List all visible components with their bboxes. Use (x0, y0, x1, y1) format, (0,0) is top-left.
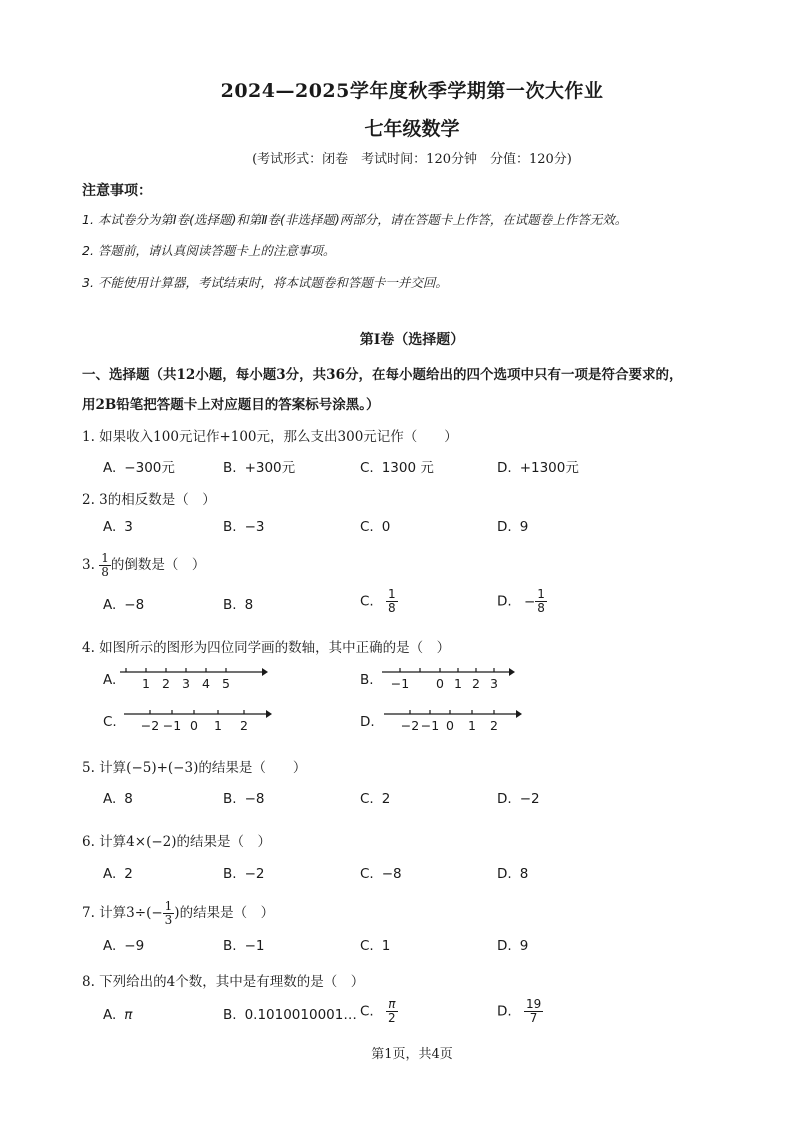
question-6-option-a: A. 2 (103, 866, 133, 882)
question-2-option-d: D. 9 (497, 519, 529, 535)
question-1-option-b: B. +300元 (223, 460, 296, 476)
question-1-option-c: C. 1300 元 (360, 460, 434, 476)
page-footer: 第1页，共4页 (371, 1047, 453, 1062)
axis-tick-label: 1 (214, 718, 222, 733)
question-6-option-c: C. −8 (360, 866, 402, 882)
axis-tick-label: 5 (222, 676, 230, 691)
axis-tick-label: 3 (490, 676, 498, 691)
notice-item: 2. 答题前，请认真阅读答题卡上的注意事项。 (82, 243, 336, 258)
question-5-option-b: B. −8 (223, 791, 265, 807)
exam-title: 2024—2025学年度秋季学期第一次大作业 (220, 80, 604, 102)
axis-tick-label: −2 (140, 718, 160, 733)
axis-tick-label: 1 (142, 676, 150, 691)
question-3-option-a: A. −8 (103, 597, 145, 613)
question-3-option-d: D. − $\frac{1}{8}$ (497, 587, 545, 615)
question-8-stem: 8. 下列给出的4个数，其中是有理数的是（ ） (82, 974, 365, 990)
question-3-option-c: C. $\frac{1}{8}$ (360, 587, 396, 615)
axis-tick-label: 3 (182, 676, 190, 691)
axis-tick-label: 0 (190, 718, 198, 733)
question-4-option-d-label: D. (360, 714, 375, 730)
question-2-option-c: C. 0 (360, 519, 391, 535)
question-4-number-line-d (382, 706, 522, 736)
fraction: $\frac{1}{8}$ (537, 587, 545, 615)
notice-item: 1. 本试卷分为第Ⅰ卷(选择题)和第Ⅱ卷(非选择题)两部分，请在答题卡上作答，在试题卷上作答无效。 (82, 212, 628, 227)
question-4-option-a-label: A. (103, 672, 117, 688)
question-5-option-a: A. 8 (103, 791, 133, 807)
notice-item: 3. 不能使用计算器，考试结束时，将本试题卷和答题卡一并交回。 (82, 275, 448, 290)
question-7-option-a: A. −9 (103, 938, 145, 954)
question-1-option-d: D. +1300元 (497, 460, 579, 476)
axis-arrow (266, 710, 272, 718)
question-4-stem: 4. 如图所示的图形为四位同学画的数轴，其中正确的是（ ） (82, 640, 451, 656)
question-4-number-line-a (118, 664, 268, 694)
question-8-option-c: C. $\frac{\pi}{2}$ (360, 997, 396, 1025)
question-8-option-b: B. 0.1010010001… (223, 1007, 357, 1023)
axis-tick-label: 2 (472, 676, 480, 691)
question-3-stem: 3. $\frac{1}{8}$ 的倒数是（ ） (82, 551, 206, 579)
axis-tick-label: 2 (162, 676, 170, 691)
question-6-option-d: D. 8 (497, 866, 529, 882)
exam-subject: 七年级数学 (364, 118, 460, 140)
question-6-option-b: B. −2 (223, 866, 265, 882)
question-1-stem: 1. 如果收入100元记作+100元，那么支出300元记作（ ） (82, 429, 458, 445)
question-5-option-c: C. 2 (360, 791, 391, 807)
question-6-stem: 6. 计算4×(−2)的结果是（ ） (82, 834, 272, 850)
axis-tick-label: −1 (162, 718, 182, 733)
notice-heading: 注意事项： (82, 183, 152, 199)
question-4-option-b-label: B. (360, 672, 374, 688)
part-title: 第Ⅰ卷（选择题） (359, 332, 465, 348)
fraction: $\frac{\pi}{2}$ (388, 997, 396, 1025)
question-8-option-a: A. π (103, 1007, 133, 1023)
question-4-number-line-c (122, 706, 272, 736)
axis-tick-label: −1 (420, 718, 440, 733)
axis-arrow (509, 668, 515, 676)
fraction: $\frac{1}{8}$ (388, 587, 396, 615)
axis-tick-label: 2 (240, 718, 248, 733)
axis-tick-label: 4 (202, 676, 210, 691)
question-7-option-b: B. −1 (223, 938, 265, 954)
section-heading-line2: 用2B铅笔把答题卡上对应题目的答案标号涂黑。） (82, 397, 380, 413)
axis-arrow (516, 710, 522, 718)
question-1-option-a: A. −300元 (103, 460, 175, 476)
question-7-stem: 7. 计算3÷(− $\frac{1}{3}$ )的结果是（ ） (82, 899, 275, 927)
question-4-number-line-b (380, 664, 515, 694)
fraction: $\frac{1}{8}$ (101, 551, 109, 579)
axis-tick-label: 1 (468, 718, 476, 733)
axis-tick-label: 1 (454, 676, 462, 691)
question-3-option-b: B. 8 (223, 597, 254, 613)
question-5-option-d: D. −2 (497, 791, 540, 807)
fraction: $\frac{19}{7}$ (525, 997, 542, 1025)
question-2-option-b: B. −3 (223, 519, 265, 535)
exam-info: (考试形式：闭卷 考试时间：120分钟 分值：120分) (252, 152, 572, 167)
axis-arrow (262, 668, 268, 676)
axis-tick-label: −2 (400, 718, 420, 733)
question-2-stem: 2. 3的相反数是（ ） (82, 492, 216, 508)
question-4-option-c-label: C. (103, 714, 117, 730)
axis-tick-label: −1 (390, 676, 410, 691)
fraction: $\frac{1}{3}$ (164, 899, 173, 927)
question-7-option-d: D. 9 (497, 938, 529, 954)
question-7-option-c: C. 1 (360, 938, 391, 954)
question-8-option-d: D. $\frac{19}{7}$ (497, 997, 542, 1025)
section-heading-line1: 一、选择题（共12小题，每小题3分，共36分，在每小题给出的四个选项中只有一项是符合要求的， (82, 367, 683, 383)
question-5-stem: 5. 计算(−5)+(−3)的结果是（ ） (82, 760, 307, 776)
axis-tick-label: 0 (446, 718, 454, 733)
axis-tick-label: 2 (490, 718, 498, 733)
axis-tick-label: 0 (436, 676, 444, 691)
question-2-option-a: A. 3 (103, 519, 133, 535)
